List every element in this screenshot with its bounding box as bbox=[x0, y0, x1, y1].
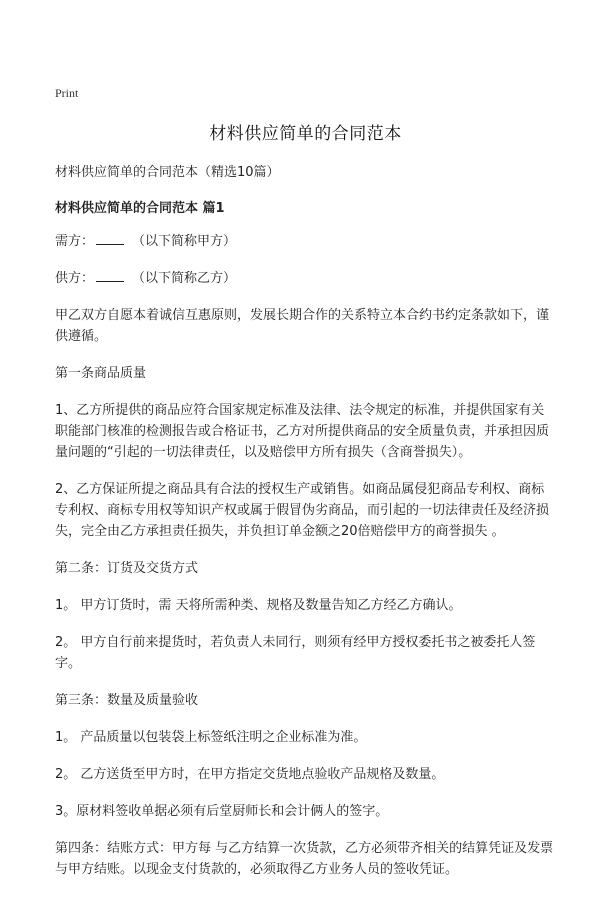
print-link[interactable]: Print bbox=[55, 86, 79, 100]
party-a-note: （以下简称甲方） bbox=[132, 234, 237, 249]
section-heading: 材料供应简单的合同范本 篇1 bbox=[55, 201, 225, 216]
party-b-line bbox=[55, 268, 556, 289]
party-b-note: （以下简称乙方） bbox=[132, 271, 237, 286]
party-a-blank bbox=[96, 232, 124, 245]
party-a-label: 需方： bbox=[55, 234, 95, 249]
article-3-clause-3: 3。原材料签收单据必须有后堂厨师长和会计俩人的签字。 bbox=[55, 804, 389, 819]
article-4-paragraph: 第四条：结账方式：甲方每 与乙方结算一次货款，乙方必须带齐相关的结算凭证及发票与甲方结账。以现金支付货款的，必须取得乙方业务人员的签收凭证。 bbox=[55, 841, 554, 877]
article-2-clause-1: 1。 甲方订货时，需 天将所需种类、规格及数量告知乙方经乙方确认。 bbox=[55, 598, 462, 613]
article-1-clause-1: 1、乙方所提供的商品应符合国家规定标准及法律、法令规定的标准，并提供国家有关职能部门核准的检测报告或合格证书，乙方对所提供商品的安全质量负责，并承担因质量问题的“引起的一切法律责任，以及赔偿甲方所有损失（含商誉损失）。 bbox=[55, 403, 550, 460]
article-1-heading: 第一条商品质量 bbox=[55, 366, 147, 381]
article-2-clause-2: 2。 甲方自行前来提货时，若负责人未同行，则须有经甲方授权委托书之被委托人签字。 bbox=[55, 635, 536, 671]
document-title: 材料供应简单的合同范本 bbox=[209, 124, 402, 144]
article-3-clause-2: 2。 乙方送货至甲方时，在甲方指定交货地点验收产品规格及数量。 bbox=[55, 767, 445, 782]
party-b-blank bbox=[96, 269, 124, 282]
intro-paragraph: 甲乙双方自愿本着诚信互惠原则，发展长期合作的关系特立本合约书约定条款如下，谨供遵循。 bbox=[55, 308, 550, 344]
article-2-heading: 第二条：订货及交货方式 bbox=[55, 561, 199, 576]
article-3-clause-1: 1。 产品质量以包装袋上标签纸注明之企业标准为准。 bbox=[55, 730, 367, 745]
party-b-label: 供方： bbox=[55, 271, 95, 286]
article-3-heading: 第三条：数量及质量验收 bbox=[55, 693, 199, 708]
document-subtitle: 材料供应简单的合同范本（精选10篇） bbox=[55, 165, 280, 180]
party-a-line bbox=[55, 231, 556, 252]
article-1-clause-2: 2、乙方保证所提之商品具有合法的授权生产或销售。如商品属侵犯商品专利权、商标专利权、商标专用权等知识产权或属于假冒伪劣商品，而引起的一切法律责任及经济损失，完全由乙方承担责任损失，并负担订单金额之20倍赔偿甲方的商誉损失 。 bbox=[55, 482, 550, 539]
